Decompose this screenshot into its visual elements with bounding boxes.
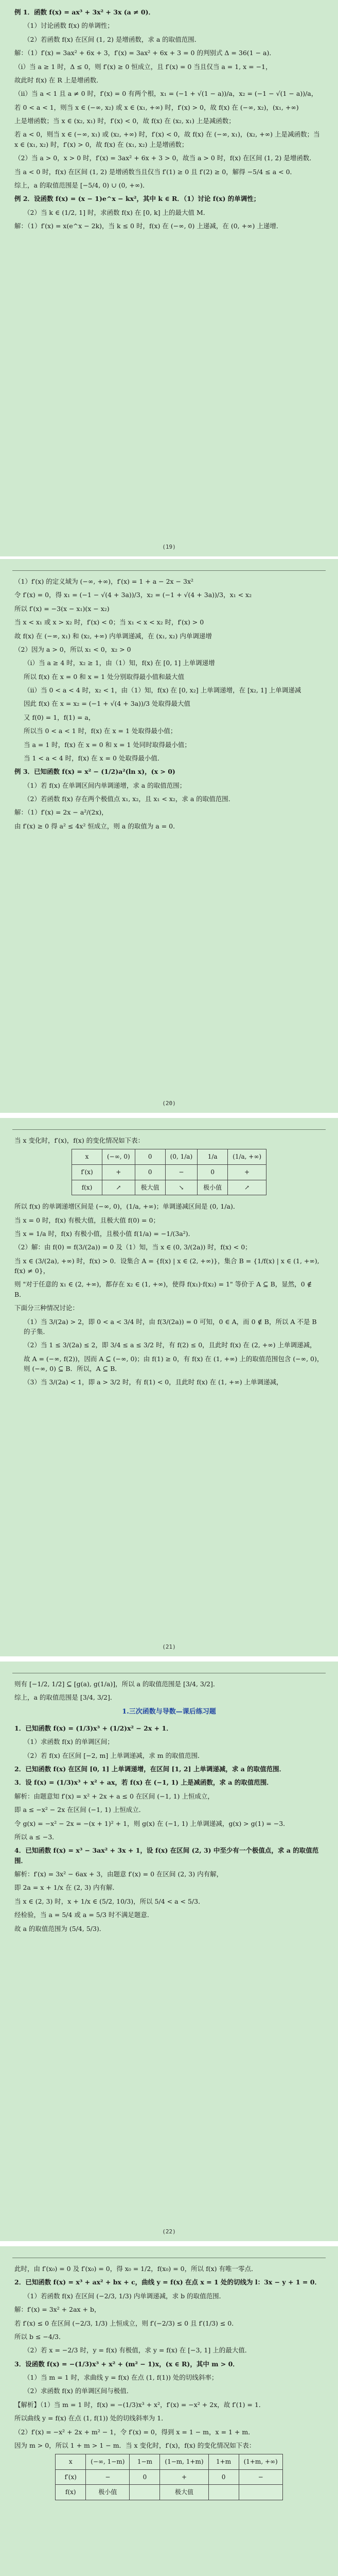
text-line: 此时，由 f′(x₀) = 0 及 f′(x₀) = 0，得 x₀ = 1/2，f(x₀) = 0，所以 f(x) 有唯一零点． <box>14 2265 258 2273</box>
text-line: （ii）当 a < 1 且 a ≠ 0 时，f′(x) = 0 有两个根，x₁ = (−1 + √(1 − a))/a，x₂ = (−1 − √(1 − a))/a， <box>14 90 318 98</box>
text-line: 若 f′(x) ≤ 0 在区间 (−2/3, 1/3) 上恒成立，则 f′(−2/3) ≤ 0 且 f′(1/3) ≤ 0． <box>14 2319 238 2327</box>
text-line: （1）f′(x) 的定义域为 (−∞, +∞)，f′(x) = 1 + a − 2x − 3x² <box>14 578 194 585</box>
text-line: （1）讨论函数 f(x) 的单调性； <box>24 22 114 30</box>
table-row <box>72 1149 266 1165</box>
table-cell: 极小值 <box>198 1180 228 1195</box>
page-5-content <box>14 2264 324 2506</box>
table-cell: 0 <box>198 1164 228 1180</box>
table-cell: − <box>165 1164 197 1180</box>
table-cell: 极小值 <box>86 2485 130 2500</box>
text-line: （i）当 a ≥ 1 时，Δ ≤ 0，则 f′(x) ≥ 0 恒成立，且 f′(x) = 0 当且仅当 a = 1, x = −1， <box>14 62 272 71</box>
table-cell: + <box>160 2469 208 2485</box>
text-line: （2）若 x = −2/3 时，y = f(x) 有极值，求 y = f(x) 在 [−3, 1] 上的最大值． <box>24 2346 252 2354</box>
table-intro: 当 x 变化时，f′(x)，f(x) 的变化情况如下表： <box>14 1137 145 1144</box>
text-line: （2）f′(x) = −x² + 2x + m² − 1，令 f′(x) = 0，得到 x = 1 − m，x = 1 + m． <box>14 2428 255 2436</box>
page-1-lines <box>14 7 324 231</box>
table-cell: 极大值 <box>135 1180 165 1195</box>
table-cell: − <box>239 2469 282 2485</box>
page-2-lines <box>14 577 324 831</box>
table-cell: (−∞, 0) <box>102 1149 135 1165</box>
text-line: 即 a ≤ −x² − 2x 在区间 (−1, 1) 上恒成立． <box>14 1806 146 1814</box>
text-line: 故 A = (−∞, f(2))，因而 A ⊆ (−∞, 0)；由 f(1) ≥ 0，有 f(x) 在 (1, +∞) 上的取值范围包含 (−∞, 0)，则 (−∞, 0) ⊆ B．所以，A ⊆ B． <box>24 1354 324 1373</box>
page-1-content <box>14 7 324 234</box>
page-3-lines <box>14 1201 324 1387</box>
table-row <box>72 1164 266 1180</box>
text-line: 则 "对于任意的 x₁ ∈ (2, +∞)，都存在 x₂ ∈ (1, +∞)，使得 f(x₁)·f(x₂) = 1" 等价于 A ⊆ B，显然，0 ∉ B． <box>14 1280 312 1298</box>
table-cell: f′(x) <box>56 2469 86 2485</box>
text-line: 综上，a 的取值范围是 [−5/4, 0) ∪ (0, +∞)． <box>14 181 149 189</box>
table-cell: 1−m <box>130 2454 160 2470</box>
text-line: 当 x ∈ (3/(2a), +∞) 时，f(x) > 0．设集合 A = {f(x) | x ∈ (2, +∞)}，集合 B = {1/f(x) | x ∈ (1, +∞), f(x) ≠ 0}， <box>14 1257 319 1275</box>
text-line: 例 1．函数 f(x) = ax³ + 3x² + 3x (a ≠ 0)． <box>14 8 155 16</box>
table-cell: + <box>228 1164 266 1180</box>
table-cell: ↗ <box>102 1180 135 1195</box>
text-line: （2）求函数 f(x) 的单调区间与极值． <box>24 2387 133 2395</box>
text-line: 【解析】（1）当 m = 1 时，f(x) = −(1/3)x³ + x²，f′(x) = −x² + 2x，故 f′(1) = 1． <box>14 2400 265 2409</box>
text-line: （2）解：由 f(0) = f(3/(2a)) = 0 及（1）知，当 x ∈ (0, 3/(2a)) 时，f(x) < 0； <box>14 1243 252 1251</box>
document-page-5 <box>0 2246 338 2576</box>
page-4-content <box>14 1679 324 1937</box>
table-cell <box>130 2485 160 2500</box>
table-cell <box>208 2485 239 2500</box>
text-line: 所以 a ≤ −3． <box>14 1833 59 1841</box>
table-cell: 0 <box>135 1164 165 1180</box>
table-cell: ↗ <box>228 1180 266 1195</box>
text-line: 1．已知函数 f(x) = (1/3)x³ + (1/2)x² − 2x + 1． <box>14 1724 173 1732</box>
table-cell: (1−m, 1+m) <box>160 2454 208 2470</box>
document-page-4 <box>0 1662 338 2241</box>
text-line: 若 a < 0，则当 x ∈ (−∞, x₁) 或 (x₂, +∞) 时，f′(x) < 0，故 f(x) 在 (−∞, x₁)，(x₂, +∞) 上是减函数；当 x ∈ (x₁, x₂) 时，f′(x) > 0，故 f(x) 在 (x₁, x₂) 上是增函数； <box>14 130 320 148</box>
page-5-lines <box>14 2264 324 2450</box>
text-line: 由 f′(x) ≥ 0 得 a² ≤ 4x² 恒成立，则 a 的取值为 a = 0． <box>14 822 180 830</box>
text-line: 令 f′(x) = 0，得 x₁ = (−1 − √(4 + 3a))/3，x₂ = (−1 + √(4 + 3a))/3，x₁ < x₂ <box>14 591 252 599</box>
text-line: 3．设 f(x) = (1/3)x³ + x² + ax，若 f(x) 在 (−1, 1) 上是减函数，求 a 的取值范围． <box>14 1778 273 1787</box>
text-line: （2）当 k ∈ (1/2, 1] 时，求函数 f(x) 在 [0, k] 上的最大值 M． <box>24 208 210 216</box>
text-line: （1）若函数 f(x) 在区间 (−2/3, 1/3) 内单调递减，求 b 的取值范围． <box>24 2292 226 2300</box>
variation-table <box>72 1149 266 1195</box>
table-cell: 1+m <box>208 2454 239 2470</box>
text-line: 则有 [−1/2, 1/2] ⊆ [g(a), g(1/a)]，所以 a 的取值范围是 [3/4, 3/2]． <box>14 1680 220 1688</box>
text-line: 例 2．设函数 f(x) = (x − 1)e^x − kx²，其中 k ∈ R．（1）讨论 f(x) 的单调性； <box>14 195 260 203</box>
table-cell: − <box>86 2469 130 2485</box>
text-line: 所以 f(x) 在 x = 0 和 x = 1 处分别取得最小值和最大值 <box>24 672 185 681</box>
text-line: 所以 f′(x) = −3(x − x₁)(x − x₂) <box>14 604 110 613</box>
table-cell: (0, 1/a) <box>165 1149 197 1165</box>
text-line: 所以曲线 y = f(x) 在点 (1, f(1)) 处的切线斜率为 1． <box>14 2414 168 2422</box>
text-line: 2．已知函数 f(x) = x³ + ax² + bx + c，曲线 y = f(x) 在点 x = 1 处的切线为 l：3x − y + 1 = 0． <box>14 2278 321 2286</box>
text-line: 当 x ∈ (2, 3) 时，x + 1/x ∈ (5/2, 10/3)，所以 5/4 < a < 5/3． <box>14 1897 205 1905</box>
text-line: 当 x < x₁ 或 x > x₂ 时，f′(x) < 0；当 x₁ < x < x₂ 时，f′(x) > 0 <box>14 618 204 626</box>
page-number: (22) <box>162 2228 176 2235</box>
text-line: 所以当 0 < a < 1 时，f(x) 在 x = 1 处取得最小值； <box>24 727 177 735</box>
text-line: （2）若函数 f(x) 存在两个极值点 x₁, x₂，且 x₁ < x₂，求 a 的取值范围． <box>24 795 235 803</box>
page-top-rule <box>12 570 326 571</box>
text-line: 综上，a 的取值范围是 [3/4, 3/2]． <box>14 1693 117 1702</box>
text-line: 故此时 f(x) 在 R 上是增函数． <box>14 76 103 84</box>
text-line: （1）当 m = 1 时，求曲线 y = f(x) 在点 (1, f(1)) 处的切线斜率； <box>24 2374 218 2381</box>
table-cell: 1/a <box>198 1149 228 1165</box>
page-4-exercises <box>14 1723 324 1934</box>
document-page-1 <box>0 0 338 556</box>
table-cell <box>239 2485 282 2500</box>
page-number: (19) <box>162 544 176 550</box>
text-line: （2）若函数 f(x) 在区间 (1, 2) 是增函数，求 a 的取值范围． <box>24 35 201 43</box>
text-line: （2）当 a > 0，x > 0 时，f′(x) = 3ax² + 6x + 3 > 0，故当 a > 0 时，f(x) 在区间 (1, 2) 是增函数． <box>14 154 316 162</box>
text-line: （2）若 f(x) 在区间 [−2, m] 上单调递减，求 m 的取值范围． <box>24 1751 204 1759</box>
table-cell: ↘ <box>165 1180 197 1195</box>
text-line: （1）若 f(x) 在单调区间内单调递增，求 a 的取值范围； <box>24 781 186 789</box>
text-line: （1）求函数 f(x) 的单调区间； <box>24 1738 114 1746</box>
text-line: 下面分三种情况讨论： <box>14 1304 79 1312</box>
table-cell: (1+m, +∞) <box>239 2454 282 2470</box>
text-line: 当 a < 0 时，f(x) 在区间 (1, 2) 是增函数当且仅当 f′(1) ≥ 0 且 f′(2) ≥ 0，解得 −5/4 ≤ a < 0． <box>14 167 297 176</box>
table-row <box>56 2454 282 2470</box>
variation-table <box>55 2454 282 2500</box>
text-line: 所以 f(x) 的单调递增区间是 (−∞, 0)，(1/a, +∞)；单调递减区间是 (0, 1/a)． <box>14 1202 240 1211</box>
text-line: 上是增函数；当 x ∈ (x₂, x₁) 时，f′(x) < 0，故 f(x) 在 (x₂, x₁) 上是减函数； <box>14 117 235 125</box>
text-line: 当 x = 0 时，f(x) 有极大值，且极大值 f(0) = 0； <box>14 1216 159 1224</box>
table-cell: 0 <box>208 2469 239 2485</box>
text-line: 经检验，当 a = 5/4 或 a = 5/3 时不满足题意． <box>14 1911 154 1919</box>
table-cell: x <box>56 2454 86 2470</box>
text-line: 又 f(0) = 1，f(1) = a， <box>24 713 95 721</box>
section-title: 1.三次函数与导数—课后练习题 <box>122 1707 216 1716</box>
table-cell: f′(x) <box>72 1164 102 1180</box>
text-line: 因为 m > 0，所以 1 + m > 1 − m．当 x 变化时，f′(x)，f(x) 的变化情况如下表： <box>14 2441 256 2449</box>
text-line: 因此 f(x) 在 x = x₂ = (−1 + √(4 + 3a))/3 处取得最大值 <box>24 700 191 708</box>
text-line: （i）当 a ≥ 4 时，x₂ ≥ 1，由（1）知，f(x) 在 [0, 1] 上单调递增 <box>24 659 215 667</box>
text-line: 2．已知函数 f(x) 在区间 [0, 1] 上单调递增，在区间 [1, 2] 上单调递减，求 a 的取值范围． <box>14 1765 286 1773</box>
text-line: 3．设函数 f(x) = −(1/3)x³ + x² + (m² − 1)x，(x ∈ R)，其中 m > 0． <box>14 2360 239 2368</box>
table-cell: f(x) <box>56 2485 86 2500</box>
page-4-lines <box>14 1679 324 1703</box>
page-2-content <box>14 577 324 835</box>
text-line: 例 3．已知函数 f(x) = x² − (1/2)a²(ln x)，(x > 0) <box>14 768 175 776</box>
table-row <box>72 1180 266 1195</box>
text-line: 解：（1）f′(x) = 3ax² + 6x + 3，f′(x) = 3ax² + 6x + 3 = 0 的判别式 Δ = 36(1 − a)． <box>14 49 276 57</box>
text-line: 即 2a = x + 1/x 在 (2, 3) 内有解． <box>14 1884 119 1892</box>
table-cell: 0 <box>130 2469 160 2485</box>
table-cell: 0 <box>135 1149 165 1165</box>
text-line: 解：（1）f′(x) = x(e^x − 2k)，当 k ≤ 0 时，f(x) 在 (−∞, 0) 上递减，在 (0, +∞) 上递增． <box>14 222 283 230</box>
table-cell: (−∞, 1−m) <box>86 2454 130 2470</box>
text-line: （2）因为 a > 0，所以 x₁ < 0，x₂ > 0 <box>14 645 131 653</box>
text-line: 故 f(x) 在 (−∞, x₁) 和 (x₂, +∞) 内单调递减，在 (x₁, x₂) 内单调递增 <box>14 632 212 640</box>
table-row <box>56 2469 282 2485</box>
text-line: 解析：f′(x) = 3x² − 6ax + 3，由题意 f′(x) = 0 在区间 (2, 3) 内有解， <box>14 1870 223 1878</box>
text-line: 当 x = 1/a 时，f(x) 有极小值，且极小值 f(1/a) = −1/(3a²)． <box>14 1229 195 1238</box>
text-line: 解析：由题意知 f′(x) = x² + 2x + a ≤ 0 在区间 (−1, 1) 上恒成立， <box>14 1792 214 1800</box>
text-line: 当 1 < a < 4 时，f(x) 在 x = 0 处取得最小值． <box>24 754 164 762</box>
text-line: 令 g(x) = −x² − 2x = −(x + 1)² + 1，则 g(x) 在 (−1, 1) 上单调递减，g(x) > g(1) = −3． <box>14 1819 290 1827</box>
table-cell: (1/a, +∞) <box>228 1149 266 1165</box>
text-line: 解：（1）f′(x) = 2x − a²/(2x)， <box>14 808 108 817</box>
table-row <box>56 2485 282 2500</box>
page-number: (20) <box>162 1100 176 1107</box>
table-cell: x <box>72 1149 102 1165</box>
table-cell: 极大值 <box>160 2485 208 2500</box>
text-line: （1）当 3/(2a) > 2，即 0 < a < 3/4 时，由 f(3/(2a)) = 0 可知，0 ∈ A，而 0 ∉ B，所以 A 不是 B 的子集． <box>24 1317 317 1335</box>
text-line: （2）当 1 ≤ 3/(2a) ≤ 2，即 3/4 ≤ a ≤ 3/2 时，有 f(2) ≤ 0，且此时 f(x) 在 (2, +∞) 上单调递减， <box>24 1341 316 1349</box>
text-line: （ii）当 0 < a < 4 时，x₂ < 1，由（1）知，f(x) 在 [0, x₂] 上单调递增，在 [x₂, 1] 上单调递减 <box>24 686 301 694</box>
text-line: 4．已知函数 f(x) = x³ − 3ax² + 3x + 1，设 f(x) 在区间 (2, 3) 中至少有一个极值点，求 a 的取值范围． <box>14 1846 319 1865</box>
document-page-3 <box>0 1118 338 1656</box>
text-line: 所以 b ≤ −4/3． <box>14 2332 65 2341</box>
text-line: 当 a = 1 时，f(x) 在 x = 0 和 x = 1 处同时取得最小值； <box>24 740 191 749</box>
text-line: 故 a 的取值范围为 (5/4, 5/3)． <box>14 1924 106 1933</box>
document-page-2 <box>0 559 338 1113</box>
text-line: 解：f′(x) = 3x² + 2ax + b， <box>14 2306 101 2314</box>
table-cell: f(x) <box>72 1180 102 1195</box>
page-number: (21) <box>162 1643 176 1650</box>
text-line: 若 0 < a < 1，则当 x ∈ (−∞, x₂) 或 x ∈ (x₁, +∞) 时，f′(x) > 0，故 f(x) 在 (−∞, x₂)，(x₁, +∞) <box>14 103 299 111</box>
table-cell: + <box>102 1164 135 1180</box>
page-3-content <box>14 1136 324 1391</box>
text-line: （3）当 3/(2a) < 1，即 a > 3/2 时，有 f(1) < 0，且此时 f(x) 在 (1, +∞) 上单调递减， <box>24 1378 283 1386</box>
page-top-rule <box>12 1129 326 1130</box>
